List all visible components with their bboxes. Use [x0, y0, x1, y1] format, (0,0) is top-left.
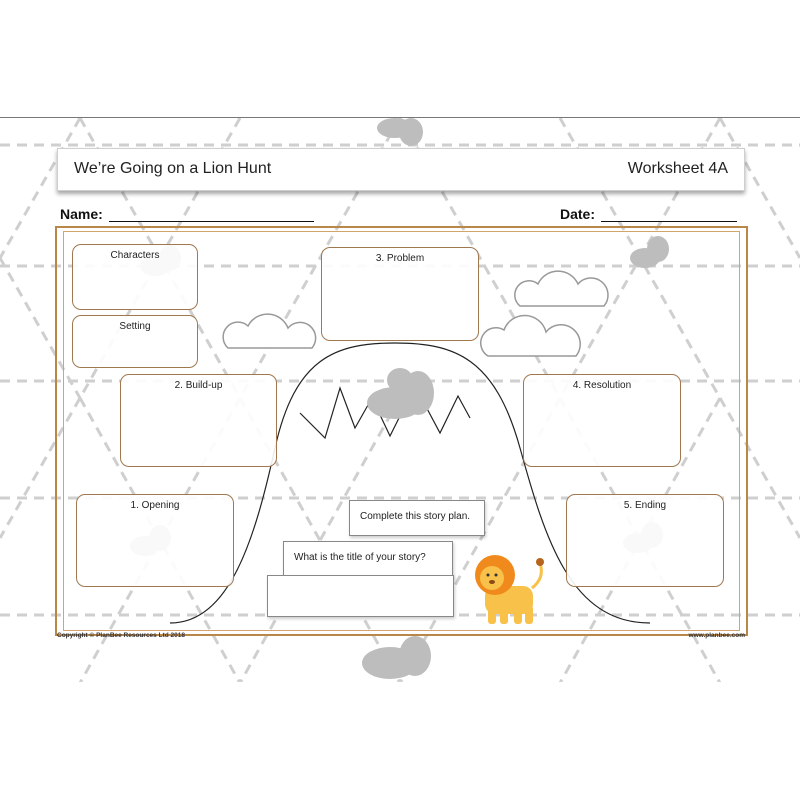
story-title-input[interactable] [267, 575, 454, 617]
buildup-box[interactable] [120, 374, 277, 467]
copyright-text: Copyright © PlanBee Resources Ltd 2018 [57, 632, 185, 639]
problem-label: 3. Problem [375, 253, 425, 264]
instruction-text: Complete this story plan. [360, 511, 471, 522]
website-text: www.planbee.com [688, 632, 745, 639]
buildup-label: 2. Build-up [174, 380, 223, 391]
ending-box[interactable] [566, 494, 724, 587]
instruction-bubble [349, 500, 485, 536]
resolution-label: 4. Resolution [572, 380, 632, 391]
characters-box[interactable] [72, 244, 198, 310]
opening-label: 1. Opening [130, 500, 180, 511]
cloud-icon [515, 271, 608, 306]
title-question-bubble [283, 541, 453, 578]
title-question-text: What is the title of your story? [294, 552, 426, 563]
worksheet-title: We’re Going on a Lion Hunt [74, 160, 272, 177]
worksheet-page [0, 117, 800, 684]
ending-label: 5. Ending [623, 500, 667, 511]
problem-box[interactable] [321, 247, 479, 341]
worksheet-number: Worksheet 4A [627, 160, 728, 177]
cloud-icon [223, 314, 315, 348]
characters-label: Characters [110, 250, 160, 261]
setting-box[interactable] [72, 315, 198, 368]
opening-box[interactable] [76, 494, 234, 587]
page-bottom-margin [0, 682, 800, 800]
setting-label: Setting [119, 321, 151, 332]
name-label: Name: [60, 206, 103, 222]
resolution-box[interactable] [523, 374, 681, 467]
lion-icon [475, 555, 544, 624]
cloud-icon [481, 315, 580, 356]
date-label: Date: [560, 206, 596, 222]
